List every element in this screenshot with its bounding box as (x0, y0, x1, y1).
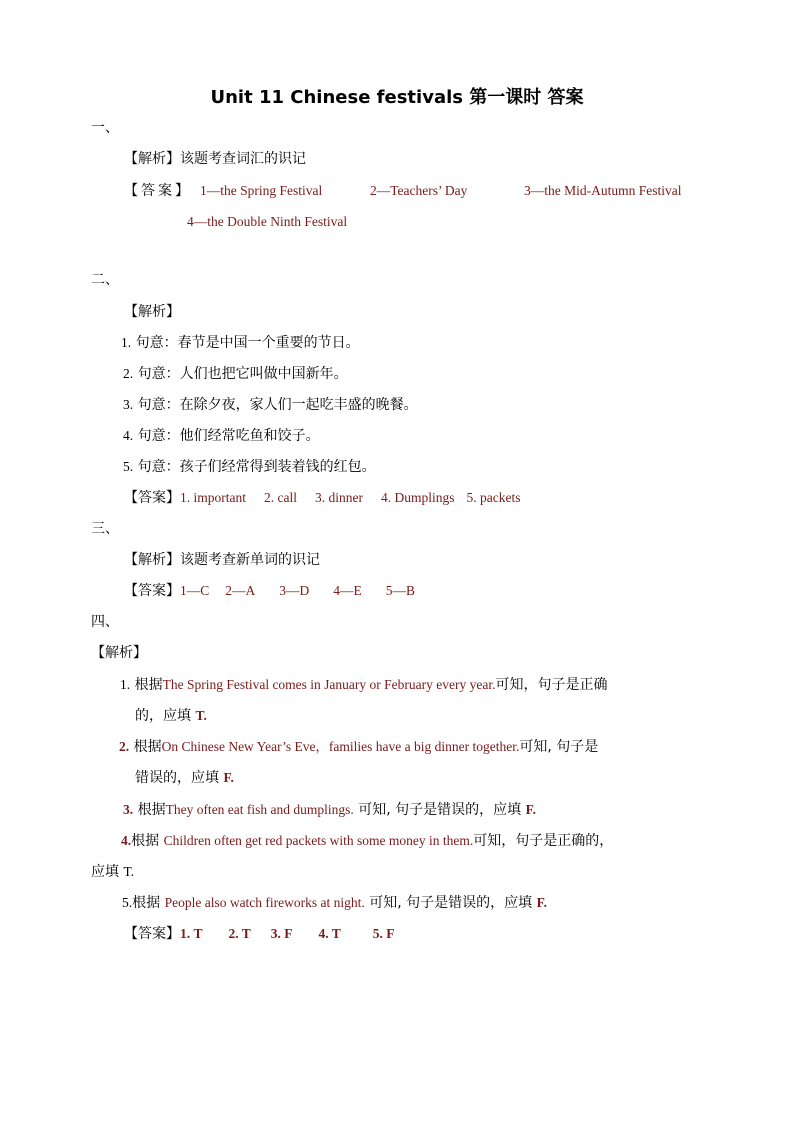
s2-item-text: 孩子们经常得到装着钱的红包。 (179, 459, 376, 475)
s4-item-answer: T. (123, 864, 135, 879)
section-3-heading: 三、 (91, 521, 119, 537)
s4-item-conclusion: 可知, 句子是 (519, 739, 599, 755)
s4-item-lead: 根据 (133, 739, 162, 755)
s4-answer: 5. F (372, 926, 395, 941)
s4-item-english: They often eat fish and dumplings. (165, 802, 354, 817)
s4-item-conclusion: 可知, 句子是错误的，应填 (369, 895, 533, 911)
s4-item-1-cont (135, 706, 207, 726)
s4-item-lead: 根据 (137, 802, 166, 818)
s2-item-label: 句意： (137, 397, 180, 413)
s2-answer-tag: 【答案】 (124, 490, 180, 506)
s4-answer-tag: 【答案】 (124, 926, 180, 942)
s4-item-answer: F. (536, 895, 547, 910)
s2-answer-line (124, 488, 521, 508)
page-title: Unit 11 Chinese festivals 第一课时 答案 (210, 87, 584, 108)
s2-item-1 (121, 333, 360, 353)
s4-answer: 2. T (228, 926, 251, 941)
s2-item-text: 他们经常吃鱼和饺子。 (179, 428, 320, 444)
s2-item-num: 1. (121, 335, 132, 350)
s4-answer: 1. T (180, 926, 203, 941)
s4-item-4-cont (91, 862, 134, 882)
s4-item-answer: F. (223, 770, 234, 785)
s4-item-answer: F. (525, 802, 536, 817)
s4-answer-line (124, 924, 395, 944)
s1-answer-tag: 【答案】 (124, 183, 192, 199)
s4-item-2 (119, 737, 598, 757)
s2-item-text: 人们也把它叫做中国新年。 (179, 366, 348, 382)
s1-answer-3: 3—the Mid-Autumn Festival (524, 183, 682, 198)
s4-answer: 4. T (318, 926, 341, 941)
s3-analysis-tag: 【解析】 (124, 552, 180, 568)
s4-item-conclusion: 可知，句子是正确 (495, 677, 608, 693)
s2-item-3 (123, 395, 418, 415)
s3-analysis-text: 该题考查新单词的识记 (180, 552, 320, 568)
s3-answer: 3—D (279, 583, 310, 598)
s1-answer-line (124, 181, 704, 201)
s4-item-5 (122, 893, 547, 913)
s4-item-4 (121, 831, 613, 851)
s4-item-english: On Chinese New Year’s Eve，families have a big dinner together. (161, 739, 520, 754)
s4-item-conclusion: 应填 (91, 864, 119, 880)
section-4-heading: 四、 (91, 614, 119, 630)
s4-item-2-cont (135, 768, 234, 788)
s1-answer-2: 2—Teachers’ Day (370, 183, 468, 198)
section-2-heading: 二、 (91, 272, 119, 288)
s2-answer: 5. packets (466, 490, 521, 505)
s1-analysis-tag: 【解析】 (124, 151, 180, 167)
s2-item-num: 4. (123, 428, 134, 443)
s4-item-lead: 根据 (134, 677, 163, 693)
s4-item-conclusion: 错误的，应填 (135, 770, 219, 786)
s2-item-2 (123, 364, 348, 384)
s4-item-3 (123, 800, 536, 820)
s4-item-num: 1. (120, 677, 131, 692)
s2-item-num: 3. (123, 397, 134, 412)
s2-item-label: 句意： (137, 459, 180, 475)
s3-answer-tag: 【答案】 (124, 583, 180, 599)
s2-item-num: 5. (123, 459, 134, 474)
s1-answer-1: 1—the Spring Festival (200, 183, 323, 198)
s4-item-lead: 根据 (131, 833, 160, 849)
s3-answer: 5—B (385, 583, 416, 598)
s3-answer: 4—E (333, 583, 362, 598)
s2-item-4 (123, 426, 320, 446)
s4-item-num: 3. (123, 802, 134, 817)
s2-item-label: 句意： (137, 366, 180, 382)
s3-answer-line (124, 581, 415, 601)
s4-item-lead: 根据 (132, 895, 161, 911)
s1-analysis-line (124, 149, 306, 169)
s4-item-num: 5. (122, 895, 133, 910)
s2-item-5 (123, 457, 376, 477)
s4-item-english: People also watch fireworks at night. (164, 895, 365, 910)
s3-answer: 2—A (225, 583, 256, 598)
s2-item-num: 2. (123, 366, 134, 381)
s4-item-1 (120, 675, 607, 695)
s4-item-num: 4. (121, 833, 132, 848)
s1-answer-4: 4—the Double Ninth Festival (187, 214, 348, 229)
s2-answer: 1. important (180, 490, 246, 505)
s4-item-answer: T. (195, 708, 207, 723)
s4-answer: 3. F (270, 926, 293, 941)
s4-item-num: 2. (119, 739, 130, 754)
s2-answer: 4. Dumplings (381, 490, 455, 505)
s2-answer: 3. dinner (315, 490, 363, 505)
s4-item-english: Children often get red packets with some money in them. (163, 833, 474, 848)
s4-item-conclusion: 的，应填 (135, 708, 191, 724)
s2-item-text: 春节是中国一个重要的节日。 (177, 335, 360, 351)
s4-item-conclusion: 可知，句子是正确的， (473, 833, 614, 849)
s2-item-text: 在除夕夜，家人们一起吃丰盛的晚餐。 (179, 397, 418, 413)
s4-item-english: The Spring Festival comes in January or February every year. (162, 677, 496, 692)
section-1-heading: 一、 (91, 120, 119, 136)
s3-analysis-line (124, 550, 320, 570)
s1-analysis-text: 该题考查词汇的识记 (180, 151, 306, 167)
s2-analysis-tag: 【解析】 (124, 304, 180, 320)
s2-answer: 2. call (264, 490, 297, 505)
s3-answer: 1—C (180, 583, 210, 598)
s4-analysis-tag: 【解析】 (91, 645, 147, 661)
s2-item-label: 句意： (137, 428, 180, 444)
s2-item-label: 句意： (135, 335, 178, 351)
s4-item-conclusion: 可知, 句子是错误的，应填 (358, 802, 522, 818)
